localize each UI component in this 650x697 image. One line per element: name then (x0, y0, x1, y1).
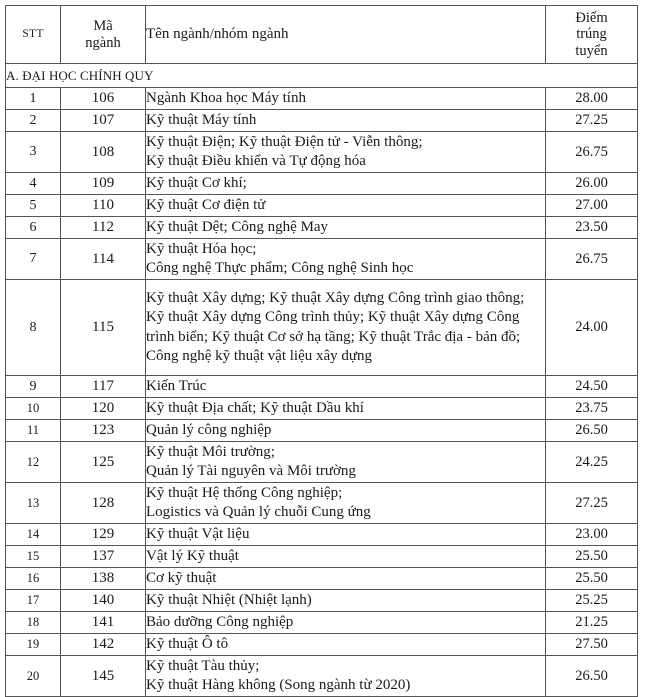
table-row (6, 590, 638, 612)
cell-major-code: 110 (61, 195, 146, 217)
column-header-score-line2: trúng (576, 26, 607, 43)
cell-stt: 18 (6, 612, 61, 634)
cell-stt: 19 (6, 634, 61, 656)
table-row (6, 546, 638, 568)
cell-major-name (146, 217, 546, 239)
cell-major-code: 125 (61, 442, 146, 483)
cell-admission-score: 27.25 (546, 110, 638, 132)
major-name-line: Kỹ thuật Máy tính (146, 111, 257, 128)
cell-stt: 5 (6, 195, 61, 217)
cell-major-name (146, 195, 546, 217)
major-name-line: Kỹ thuật Vật liệu (146, 525, 250, 542)
cell-major-name (146, 398, 546, 420)
cell-stt: 9 (6, 376, 61, 398)
cell-major-name (146, 442, 546, 483)
cell-major-name (146, 612, 546, 634)
table-row (6, 195, 638, 217)
major-name-line: Cơ kỹ thuật (146, 569, 217, 586)
cell-major-name (146, 239, 546, 280)
cell-major-code: 108 (61, 132, 146, 173)
cell-major-name (146, 280, 546, 376)
cell-major-code: 145 (61, 656, 146, 697)
cell-major-name (146, 420, 546, 442)
major-name-line: Kỹ thuật Nhiệt (Nhiệt lạnh) (146, 591, 312, 608)
cell-stt: 17 (6, 590, 61, 612)
cell-admission-score: 25.50 (546, 568, 638, 590)
cell-major-code: 107 (61, 110, 146, 132)
table-row (6, 483, 638, 524)
table-row (6, 612, 638, 634)
major-name-line: Kỹ thuật Điều khiển và Tự động hóa (146, 153, 366, 169)
cell-stt: 14 (6, 524, 61, 546)
major-name-line: Kỹ thuật Hệ thống Công nghiệp; (146, 484, 343, 501)
cell-major-name (146, 656, 546, 697)
cell-admission-score: 24.00 (546, 280, 638, 376)
cell-stt: 3 (6, 132, 61, 173)
cell-admission-score: 26.50 (546, 420, 638, 442)
cell-stt: 12 (6, 442, 61, 483)
column-header-code (61, 6, 146, 64)
cell-major-name (146, 546, 546, 568)
major-name-line: Kỹ thuật Hàng không (Song ngành từ 2020) (146, 677, 411, 693)
cell-admission-score: 25.50 (546, 546, 638, 568)
cell-major-code: 112 (61, 217, 146, 239)
cell-major-code: 117 (61, 376, 146, 398)
cell-admission-score: 24.50 (546, 376, 638, 398)
cell-stt: 13 (6, 483, 61, 524)
major-name-line: Quản lý Tài nguyên và Môi trường (146, 463, 356, 479)
cell-major-code: 109 (61, 173, 146, 195)
table-row (6, 568, 638, 590)
major-name-line: Kỹ thuật Hóa học; (146, 240, 257, 257)
column-header-name: Tên ngành/nhóm ngành (146, 6, 546, 64)
cell-major-name (146, 568, 546, 590)
major-name-line: Kỹ thuật Điện; Kỹ thuật Điện tử - Viễn thông; (146, 133, 423, 150)
cell-major-code: 128 (61, 483, 146, 524)
cell-major-name (146, 483, 546, 524)
cell-admission-score: 27.25 (546, 483, 638, 524)
table-row (6, 398, 638, 420)
table-row (6, 132, 638, 173)
major-name-line: Kỹ thuật Ô tô (146, 635, 229, 652)
column-header-code-line2: ngành (85, 34, 121, 51)
table-row (6, 634, 638, 656)
major-name-line: Kỹ thuật Dệt; Công nghệ May (146, 218, 329, 235)
cell-stt: 7 (6, 239, 61, 280)
cell-admission-score: 23.50 (546, 217, 638, 239)
admission-score-table (5, 5, 638, 697)
table-row (6, 110, 638, 132)
section-label: A. ĐẠI HỌC CHÍNH QUY (6, 64, 638, 88)
cell-admission-score: 26.75 (546, 239, 638, 280)
cell-major-name (146, 110, 546, 132)
major-name-line: Công nghệ Thực phẩm; Công nghệ Sinh học (146, 260, 414, 276)
cell-major-name (146, 173, 546, 195)
table-row (6, 173, 638, 195)
major-name-line: Ngành Khoa học Máy tính (146, 89, 306, 106)
table-row (6, 524, 638, 546)
cell-major-code: 115 (61, 280, 146, 376)
section-row (6, 64, 638, 88)
column-header-score-line1: Điểm (575, 10, 608, 27)
cell-admission-score: 28.00 (546, 88, 638, 110)
major-name-line: Bảo dưỡng Công nghiệp (146, 613, 294, 630)
table-row (6, 239, 638, 280)
major-name-line: Kỹ thuật Địa chất; Kỹ thuật Dầu khí (146, 399, 364, 416)
cell-major-code: 138 (61, 568, 146, 590)
cell-major-code: 120 (61, 398, 146, 420)
major-name-line: Kỹ thuật Tàu thủy; (146, 657, 260, 674)
cell-major-code: 114 (61, 239, 146, 280)
column-header-score-line3: tuyển (575, 42, 608, 59)
cell-major-code: 123 (61, 420, 146, 442)
cell-admission-score: 26.00 (546, 173, 638, 195)
cell-major-name (146, 132, 546, 173)
cell-major-name (146, 524, 546, 546)
table-row (6, 280, 638, 376)
cell-stt: 16 (6, 568, 61, 590)
cell-stt: 15 (6, 546, 61, 568)
cell-stt: 20 (6, 656, 61, 697)
table-body (6, 64, 638, 697)
cell-major-name (146, 376, 546, 398)
cell-stt: 10 (6, 398, 61, 420)
major-name-line: Kiến Trúc (146, 377, 207, 394)
table-row (6, 656, 638, 697)
column-header-stt: STT (6, 6, 61, 64)
cell-stt: 1 (6, 88, 61, 110)
table-row (6, 442, 638, 483)
cell-admission-score: 23.75 (546, 398, 638, 420)
column-header-code-line1: Mã (93, 18, 113, 35)
table-row (6, 88, 638, 110)
major-name-line: Kỹ thuật Cơ điện tử (146, 196, 266, 213)
major-name-line: Kỹ thuật Xây dựng; Kỹ thuật Xây dựng Công trình giao thông; Kỹ thuật Xây dựng Công trình thủy; Kỹ thuật Xây dựng Công trình biển; Kỹ thuật Cơ sở hạ tầng; Kỹ thuật Trắc địa - bản đồ; Công nghệ kỹ thuật vật liệu xây dựng (146, 290, 525, 364)
cell-admission-score: 26.50 (546, 656, 638, 697)
cell-stt: 11 (6, 420, 61, 442)
cell-major-code: 106 (61, 88, 146, 110)
cell-admission-score: 26.75 (546, 132, 638, 173)
cell-stt: 2 (6, 110, 61, 132)
cell-major-code: 140 (61, 590, 146, 612)
cell-admission-score: 25.25 (546, 590, 638, 612)
cell-major-name (146, 88, 546, 110)
table-row (6, 376, 638, 398)
major-name-line: Kỹ thuật Môi trường; (146, 443, 275, 460)
cell-stt: 6 (6, 217, 61, 239)
cell-major-code: 129 (61, 524, 146, 546)
table-header (6, 6, 638, 64)
major-name-line: Kỹ thuật Cơ khí; (146, 174, 247, 191)
cell-major-name (146, 634, 546, 656)
cell-stt: 8 (6, 280, 61, 376)
header-row (6, 6, 638, 64)
cell-admission-score: 27.00 (546, 195, 638, 217)
table-row (6, 420, 638, 442)
major-name-line: Logistics và Quản lý chuỗi Cung ứng (146, 504, 371, 520)
cell-major-code: 142 (61, 634, 146, 656)
major-name-line: Quản lý công nghiệp (146, 421, 272, 438)
cell-admission-score: 24.25 (546, 442, 638, 483)
cell-major-code: 137 (61, 546, 146, 568)
cell-admission-score: 27.50 (546, 634, 638, 656)
cell-major-code: 141 (61, 612, 146, 634)
major-name-line: Vật lý Kỹ thuật (146, 547, 239, 564)
cell-admission-score: 21.25 (546, 612, 638, 634)
cell-admission-score: 23.00 (546, 524, 638, 546)
cell-major-name (146, 590, 546, 612)
table-row (6, 217, 638, 239)
cell-stt: 4 (6, 173, 61, 195)
column-header-score (546, 6, 638, 64)
